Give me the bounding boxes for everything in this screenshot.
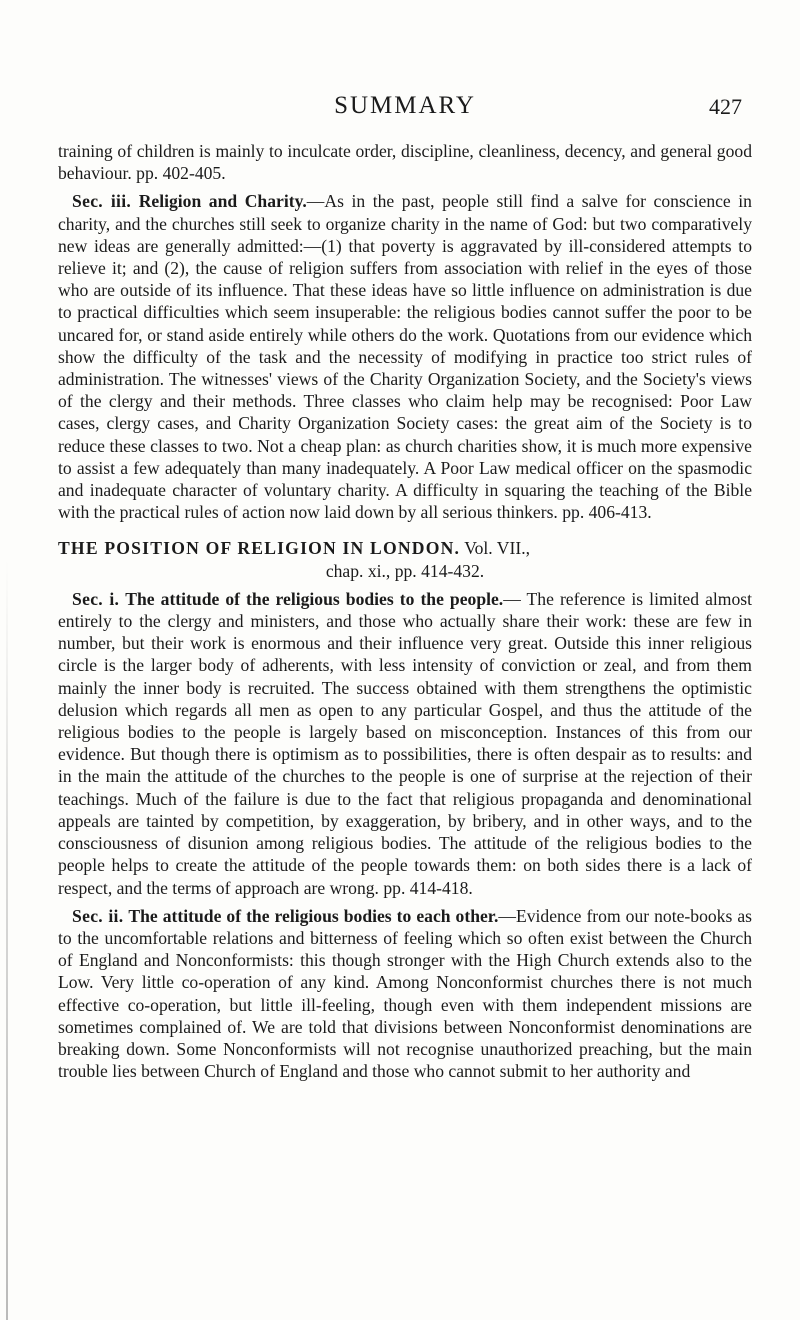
chapter-heading [58,537,752,581]
section-title: The attitude of the religious bodies to each other. [128,905,499,926]
running-title: SUMMARY [334,92,476,119]
chapter-title: THE POSITION OF RELIGION IN LONDON. [58,538,461,559]
chapter-reference: chap. xi., pp. 414-432. [325,560,485,581]
paragraph-continuation: training of children is mainly to inculcate order, discipline, cleanliness, decency, and general good behaviour. pp. 402-405. [58,141,752,184]
section-body: —As in the past, people still find a salve for conscience in charity, and the churches still seek to organize charity in the name of God: but two comparatively new ideas are generally admitted:—(1) that poverty is aggravated by ill-considered attempts to relieve it; and (2), the cause of religion suffers from association with relief in the eyes of those who are outside of its influence. That these ideas have so little influence on administration is due to practical difficulties which seem insuperable: the religious bodies cannot suffer the poor to be uncared for, or stand aside entirely while others do the work. Quotations from our evidence which show the difficulty of the task and the necessity of modifying in practice too strict rules of administration. The witnesses' views of the Charity Organization Society, and the Society's views of the clergy and their methods. Three classes who claim help may be recognised: Poor Law cases, clergy cases, and Charity Organization Society cases: the great aim of the Society is to reduce these classes to two. Not a cheap plan: as church charities show, it is much more expensive to assist a few adequately than many inadequately. A Poor Law medical officer on the spasmodic and inadequate character of voluntary charity. A difficulty in squaring the teaching of the Bible with the practical rules of action now laid down by all serious thinkers. pp. 406-413. [58,191,752,523]
chapter-volume: Vol. VII., [464,538,531,559]
binding-edge-shadow [6,560,8,1320]
page-number: 427 [709,94,742,119]
section-label: Sec. i. [72,588,120,609]
section-title: The attitude of the religious bodies to the people. [125,588,504,609]
section-label: Sec. iii. [72,191,132,212]
section-body: —Evidence from our note-books as to the uncomfortable relations and bitterness of feeling which so often exist between the Church of England and Nonconformists: this though stronger with the High Church extends also to the Low. Very little co-operation of any kind. Among Nonconformist churches there is not much effective co-operation, but little ill-feeling, though even with them independent missions are sometimes complained of. We are told that divisions between Nonconformist denominations are breaking down. Some Nonconformists will not recognise unauthorized preaching, but the main trouble lies between Church of England and those who cannot submit to her authority and [58,905,752,1082]
body-text [58,140,752,1082]
section-attitude-to-people [58,588,752,899]
section-label: Sec. ii. [72,905,124,926]
running-header [60,92,750,122]
section-title: Religion and Charity. [138,191,307,212]
section-religion-and-charity [58,190,752,523]
section-body: — The reference is limited almost entirely to the clergy and ministers, and those who actually share their work: these are few in number, but their work is enormous and their influence very great. Outside this inner religious circle is the larger body of adherents, with less intensity of conviction or zeal, and from them mainly the inner body is recruited. The success obtained with them strengthens the optimistic delusion which regards all men as open to any particular Gospel, and thus the attitude of the religious bodies to the people is largely based on misconception. Instances of this from our evidence. But though there is optimism as to possibilities, there is often despair as to results: and in the main the attitude of the churches to the people is one of surprise at the rejection of their teachings. Much of the failure is due to the fact that religious propaganda and denominational appeals are tainted by competition, by exaggeration, by bribery, and in other ways, and to the consciousness of disunion among religious bodies. The attitude of the religious bodies to the people helps to create the attitude of the people towards them: on both sides there is a lack of respect, and the terms of approach are wrong. pp. 414-418. [58,588,752,898]
section-attitude-to-each-other [58,905,752,1083]
